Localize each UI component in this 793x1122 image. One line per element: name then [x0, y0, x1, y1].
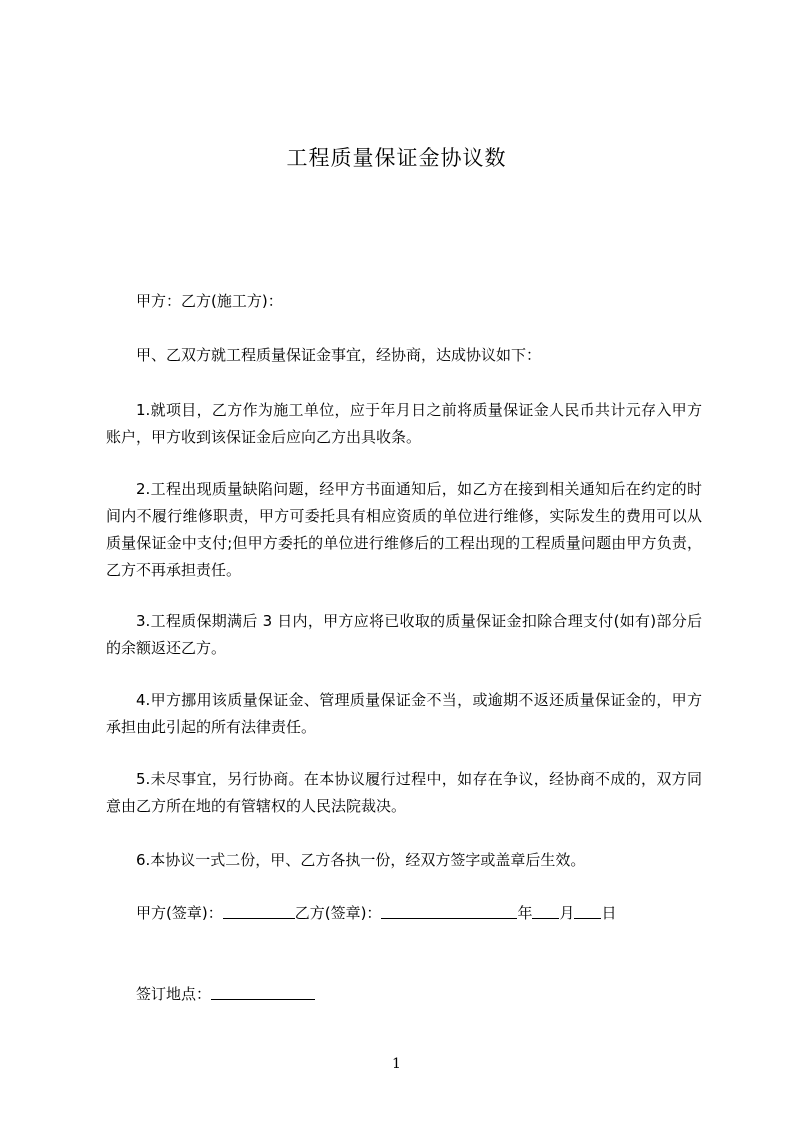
- clause-1: 1.就项目，乙方作为施工单位，应于年月日之前将质量保证金人民币共计元存入甲方账户，甲方收到该保证金后应向乙方出具收条。: [106, 401, 702, 446]
- month-label: 月: [559, 904, 575, 922]
- day-blank[interactable]: [574, 902, 601, 919]
- party-b-signature-blank[interactable]: [381, 902, 517, 919]
- page-number: 1: [392, 1056, 401, 1072]
- clause-4: 4.甲方挪用该质量保证金、管理质量保证金不当，或逾期不返还质量保证金的，甲方承担由此引起的所有法律责任。: [106, 691, 702, 736]
- clause-5: 5.未尽事宜，另行协商。在本协议履行过程中，如存在争议，经协商不成的，双方同意由乙方所在地的有管辖权的人民法院裁决。: [106, 770, 702, 815]
- intro-paragraph: 甲、乙双方就工程质量保证金事宜，经协商，达成协议如下：: [136, 346, 542, 364]
- party-b-signature-label: 乙方(签章)：: [294, 904, 382, 922]
- clause-6: 6.本协议一式二份，甲、乙方各执一份，经双方签字或盖章后生效。: [136, 851, 586, 869]
- signing-place-blank[interactable]: [211, 983, 315, 1000]
- signing-place-label: 签订地点：: [136, 985, 212, 1003]
- signature-line: [136, 900, 616, 927]
- year-label: 年: [517, 904, 533, 922]
- clause-2: 2.工程出现质量缺陷问题，经甲方书面通知后，如乙方在接到相关通知后在约定的时间内不履行维修职责，甲方可委托具有相应资质的单位进行维修，实际发生的费用可以从质量保证金中支付;但甲方委托的单位进行维修后的工程出现的工程质量问题由甲方负责，乙方不再承担责任。: [106, 480, 702, 579]
- signing-place-line: [136, 981, 315, 1008]
- document-title: 工程质量保证金协议数: [286, 146, 507, 170]
- month-blank[interactable]: [532, 902, 559, 919]
- party-a-signature-blank[interactable]: [223, 902, 295, 919]
- party-a-signature-label: 甲方(签章)：: [136, 904, 223, 922]
- parties-line: 甲方：乙方(施工方)：: [136, 292, 283, 310]
- day-label: 日: [601, 904, 617, 922]
- clause-3: 3.工程质保期满后 3 日内，甲方应将已收取的质量保证金扣除合理支付(如有)部分后的余额返还乙方。: [106, 612, 702, 657]
